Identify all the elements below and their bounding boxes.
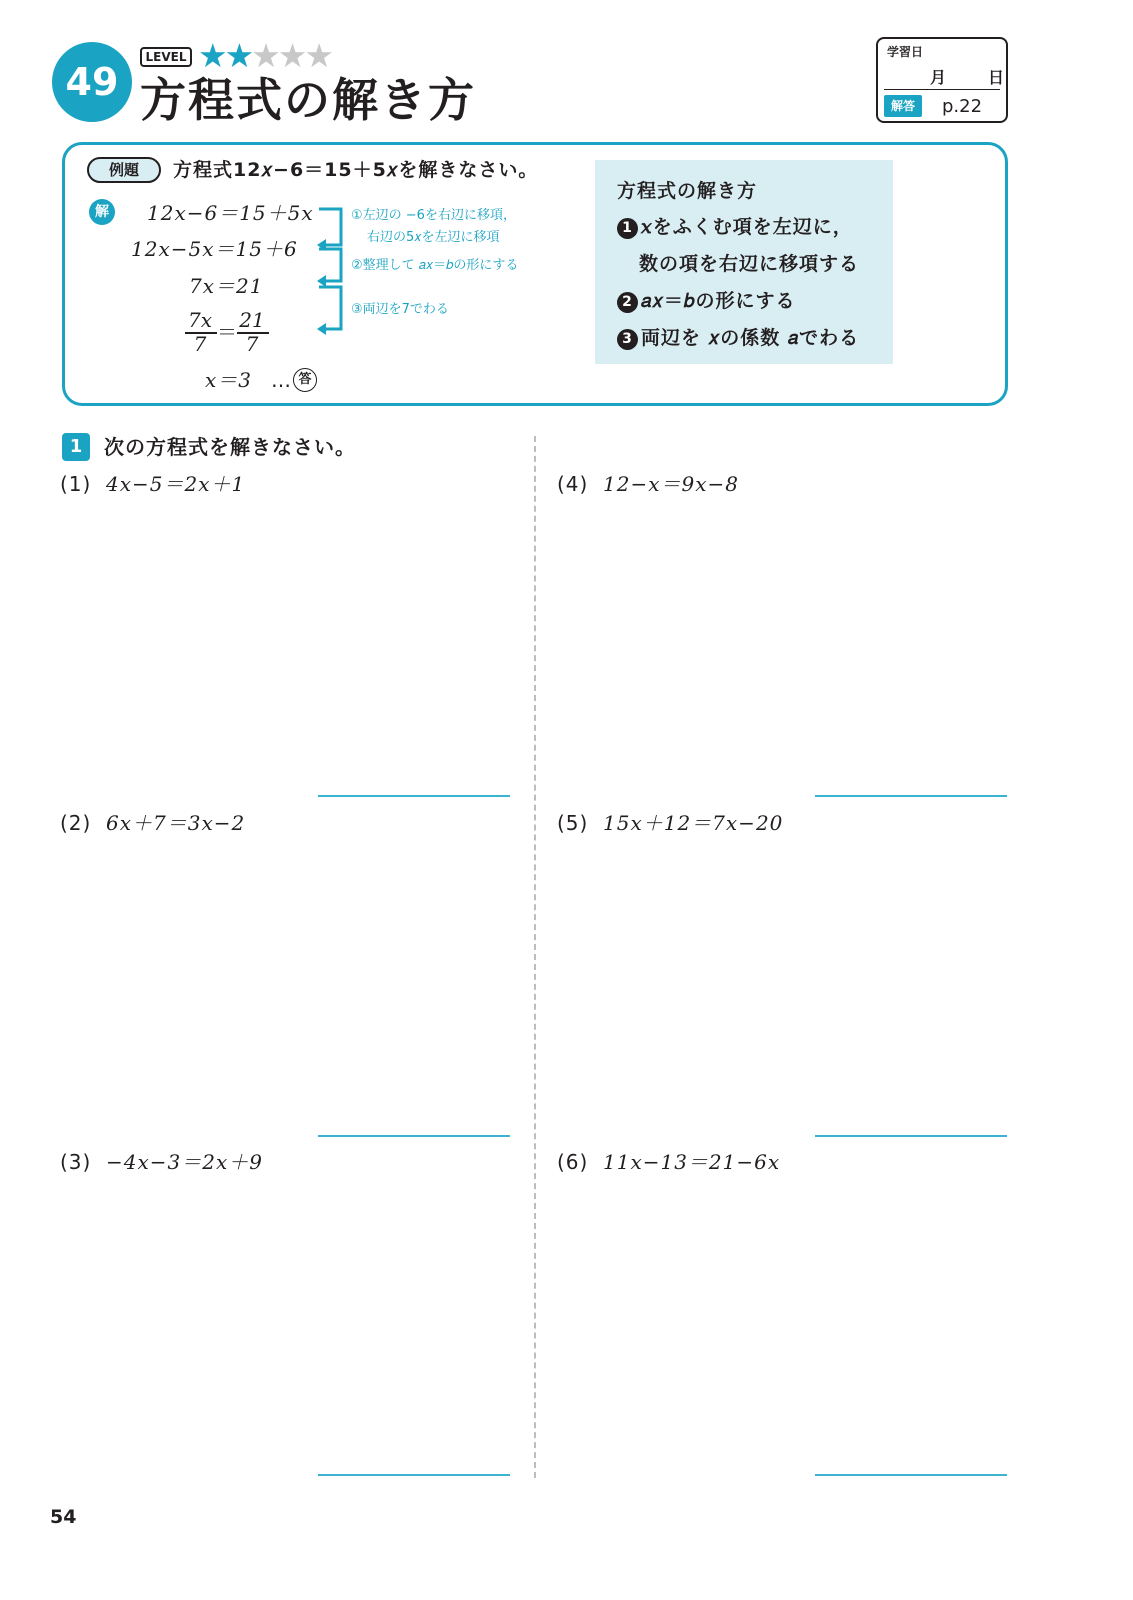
problem-2: (2) 6𝑥＋7＝3𝑥−2 [60,811,246,835]
solution-step-2: 12𝑥−5𝑥＝15＋6 [131,237,298,261]
problem-6: (6) 11𝑥−13＝21−6𝑥 [557,1150,781,1174]
answer-mark: 答 [293,368,317,392]
solution-step-1: 12𝑥−6＝15＋5𝑥 [147,201,314,225]
step-note-3: ③両辺を7でわる [351,302,449,317]
solution-badge: 解 [89,199,115,225]
star-icon-empty: ★ [277,36,305,75]
example-badge: 例題 [87,157,161,183]
number-2-icon: 2 [617,292,638,313]
solution-step-3: 7𝑥＝21 [189,274,264,298]
fraction-lhs-denominator: 7 [193,332,207,356]
star-icon-empty: ★ [304,36,331,75]
divider [884,89,1000,90]
page-title: 方程式の解き方 [140,73,476,127]
study-month-label: 月 [930,68,947,87]
problem-4: (4) 12−𝑥＝9𝑥−8 [557,472,739,496]
problem-3: (3) −4𝑥−3＝2𝑥＋9 [60,1150,263,1174]
example-problem: 方程式12𝑥−6＝15＋5𝑥を解きなさい。 [173,159,539,181]
answer-line-6 [815,1474,1007,1476]
answer-line-4 [815,795,1007,797]
number-1-icon: 1 [617,218,638,239]
section-number-badge: 1 [62,433,90,461]
answer-line-3 [318,1474,510,1476]
study-date-label: 学習日 [887,45,924,59]
method-tips-panel [595,160,893,364]
problem-1: (1) 4𝑥−5＝2𝑥＋1 [60,472,246,496]
example-box [62,142,1008,406]
solution-final: 𝑥＝3 [205,368,253,392]
step-note-1b: 右辺の5𝑥を左辺に移項 [367,230,500,245]
fraction-rhs-numerator: 21 [239,308,265,332]
answer-line-1 [318,795,510,797]
study-day-label: 日 [988,68,1005,87]
fraction-equals: ＝ [217,320,237,344]
tip-item-1: 1 𝑥をふくむ項を左辺に， [617,214,853,240]
tip-item-3: 3 両辺を 𝑥の係数 𝑎でわる [617,325,859,351]
star-icon-filled: ★ [198,36,225,75]
lesson-number-badge: 49 [52,42,132,122]
number-3-icon: 3 [617,329,638,350]
problem-5: (5) 15𝑥＋12＝7𝑥−20 [557,811,784,835]
section-instruction: 次の方程式を解きなさい。 [104,435,356,459]
step-note-1a: ①左辺の −6を右辺に移項， [351,208,516,223]
level-label: LEVEL [140,47,192,67]
step-note-2: ②整理して 𝑎𝑥＝𝑏の形にする [351,258,519,273]
answer-badge: 解答 [884,95,922,117]
fraction-rhs-denominator: 7 [245,332,259,356]
column-divider [534,436,536,1478]
page-number: 54 [50,1506,77,1528]
answer-page-ref: p.22 [942,96,983,117]
level-stars [198,38,331,74]
tip-item-1-cont: 数の項を右辺に移項する [639,253,860,275]
answer-line-5 [815,1135,1007,1137]
step-arrows-icon [313,201,349,341]
study-date-box [876,37,1008,123]
tips-title: 方程式の解き方 [617,180,758,202]
tip-item-2: 2 𝑎𝑥＝𝑏の形にする [617,288,796,314]
fraction-lhs-numerator: 7𝑥 [187,308,212,332]
answer-line-2 [318,1135,510,1137]
star-icon-filled: ★ [224,36,252,75]
star-icon-empty: ★ [251,36,278,75]
answer-ellipsis: … [271,368,292,392]
